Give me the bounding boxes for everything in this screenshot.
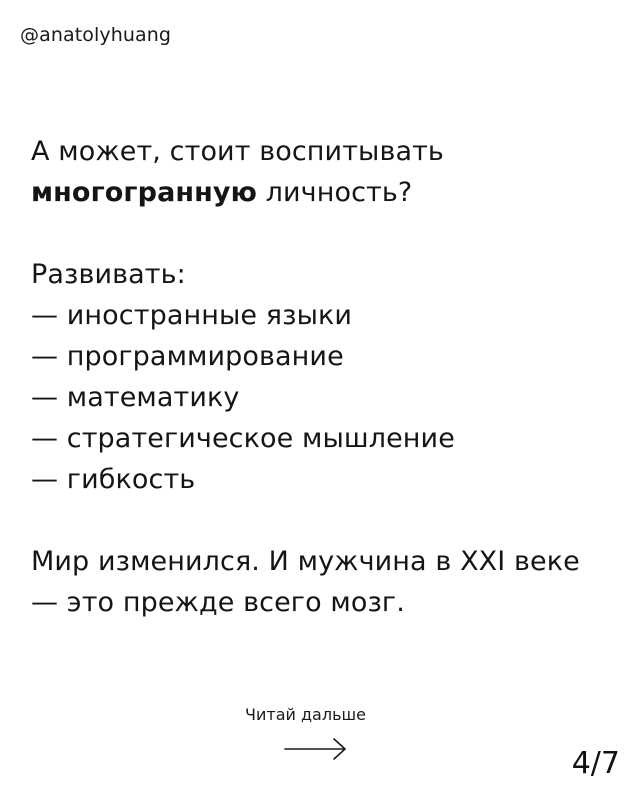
list-item: — стратегическое мышление [31,423,455,454]
intro-line-2-rest: личность? [256,177,413,208]
list-item: — программирование [31,341,344,372]
closing-line-2: — это прежде всего мозг. [31,587,405,618]
spacer [31,213,621,254]
author-handle: @anatolyhuang [20,24,172,46]
list-item: — математику [31,382,240,413]
develop-heading: Развивать: [31,259,186,290]
page-indicator: 4/7 [571,746,620,781]
read-more-label[interactable]: Читай дальше [245,705,366,724]
list-item: — иностранные языки [31,300,353,331]
emphasis-word: многогранную [31,177,257,208]
intro-line-1: А может, стоит воспитывать [31,136,444,167]
post-body [31,131,621,623]
intro-line-2 [31,172,621,213]
arrow-right-icon[interactable] [284,737,348,761]
spacer [31,500,621,541]
closing-line-1: Мир изменился. И мужчина в XXI веке [31,546,580,577]
list-item: — гибкость [31,464,196,495]
